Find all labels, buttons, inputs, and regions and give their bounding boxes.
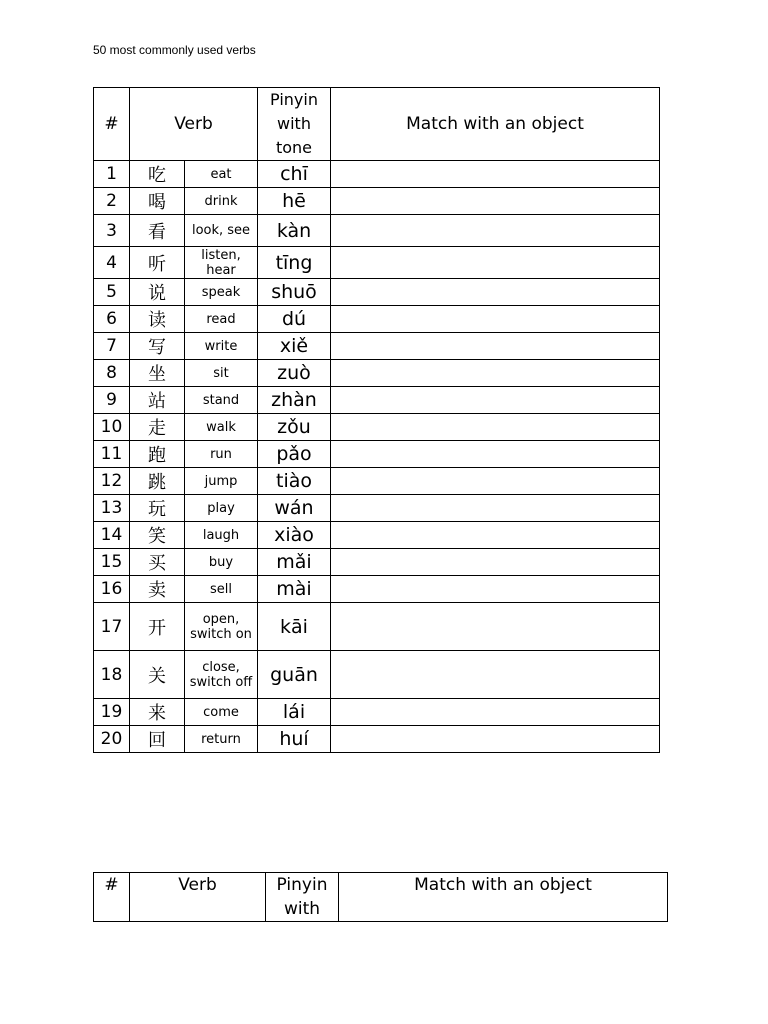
verb-english: read [185,306,258,333]
table-row [94,414,660,441]
row-number: 10 [94,414,130,441]
verb-english: close, switch off [185,651,258,699]
verb-english: write [185,333,258,360]
verb-pinyin: kàn [258,215,331,247]
row-number: 8 [94,360,130,387]
table-row [94,161,660,188]
row-number: 13 [94,495,130,522]
match-object-cell[interactable] [331,306,660,333]
verb-pinyin: lái [258,699,331,726]
document-title: 50 most commonly used verbs [93,43,256,57]
match-object-cell[interactable] [331,333,660,360]
row-number: 2 [94,188,130,215]
row-number: 3 [94,215,130,247]
header-number: # [94,873,130,922]
table-row [94,306,660,333]
verb-pinyin: zhàn [258,387,331,414]
header-pinyin: Pinyin with [266,873,339,922]
match-object-cell[interactable] [331,188,660,215]
match-object-cell[interactable] [331,699,660,726]
verbs-table [93,87,660,753]
table-row [94,279,660,306]
row-number: 14 [94,522,130,549]
verb-hanzi: 坐 [130,360,185,387]
verb-hanzi: 看 [130,215,185,247]
table-row [94,651,660,699]
header-match: Match with an object [339,873,668,922]
match-object-cell[interactable] [331,441,660,468]
verb-english: open, switch on [185,603,258,651]
table-row [94,360,660,387]
verb-pinyin: dú [258,306,331,333]
verb-hanzi: 笑 [130,522,185,549]
row-number: 6 [94,306,130,333]
verb-english: speak [185,279,258,306]
match-object-cell[interactable] [331,522,660,549]
verb-pinyin: hē [258,188,331,215]
verb-english: return [185,726,258,753]
verb-hanzi: 说 [130,279,185,306]
verb-pinyin: tiào [258,468,331,495]
verb-pinyin: tīng [258,247,331,279]
header-row [94,88,660,161]
table-row [94,215,660,247]
table-row [94,522,660,549]
verb-english: walk [185,414,258,441]
verb-english: sit [185,360,258,387]
verb-pinyin: shuō [258,279,331,306]
match-object-cell[interactable] [331,651,660,699]
match-object-cell[interactable] [331,360,660,387]
verb-hanzi: 卖 [130,576,185,603]
verb-english: listen, hear [185,247,258,279]
verb-pinyin: zuò [258,360,331,387]
header-number: # [94,88,130,161]
row-number: 7 [94,333,130,360]
verb-english: eat [185,161,258,188]
verb-pinyin: mǎi [258,549,331,576]
verb-hanzi: 玩 [130,495,185,522]
row-number: 9 [94,387,130,414]
match-object-cell[interactable] [331,215,660,247]
match-object-cell[interactable] [331,414,660,441]
match-object-cell[interactable] [331,549,660,576]
verb-hanzi: 读 [130,306,185,333]
table-row [94,495,660,522]
verb-pinyin: xiào [258,522,331,549]
verb-pinyin: mài [258,576,331,603]
verb-hanzi: 走 [130,414,185,441]
verb-hanzi: 回 [130,726,185,753]
header-verb: Verb [130,873,266,922]
verb-hanzi: 买 [130,549,185,576]
verb-pinyin: zǒu [258,414,331,441]
verb-hanzi: 来 [130,699,185,726]
table-row [94,468,660,495]
row-number: 15 [94,549,130,576]
header-match: Match with an object [331,88,660,161]
table-row [94,333,660,360]
verb-english: drink [185,188,258,215]
table-row [94,387,660,414]
verb-hanzi: 跑 [130,441,185,468]
table-row [94,441,660,468]
row-number: 18 [94,651,130,699]
table-row [94,247,660,279]
verb-english: laugh [185,522,258,549]
table-row [94,726,660,753]
row-number: 16 [94,576,130,603]
row-number: 17 [94,603,130,651]
table-row [94,699,660,726]
verb-pinyin: pǎo [258,441,331,468]
verb-hanzi: 听 [130,247,185,279]
verb-english: sell [185,576,258,603]
verb-pinyin: xiě [258,333,331,360]
row-number: 1 [94,161,130,188]
verb-english: come [185,699,258,726]
verb-english: buy [185,549,258,576]
row-number: 11 [94,441,130,468]
verb-english: play [185,495,258,522]
verb-pinyin: kāi [258,603,331,651]
verb-english: run [185,441,258,468]
verb-hanzi: 写 [130,333,185,360]
verb-hanzi: 站 [130,387,185,414]
verb-pinyin: wán [258,495,331,522]
match-object-cell[interactable] [331,603,660,651]
match-object-cell[interactable] [331,279,660,306]
verb-hanzi: 跳 [130,468,185,495]
row-number: 4 [94,247,130,279]
verb-pinyin: huí [258,726,331,753]
verb-english: look, see [185,215,258,247]
verb-hanzi: 关 [130,651,185,699]
verbs-table-continued [93,872,668,922]
header-pinyin: Pinyin with tone [258,88,331,161]
table-row [94,576,660,603]
match-object-cell[interactable] [331,247,660,279]
match-object-cell[interactable] [331,495,660,522]
table-row [94,603,660,651]
match-object-cell[interactable] [331,468,660,495]
row-number: 20 [94,726,130,753]
header-verb: Verb [130,88,258,161]
verb-hanzi: 喝 [130,188,185,215]
verb-hanzi: 开 [130,603,185,651]
row-number: 19 [94,699,130,726]
table-row [94,549,660,576]
verb-pinyin: chī [258,161,331,188]
row-number: 12 [94,468,130,495]
match-object-cell[interactable] [331,576,660,603]
header-row [94,873,668,922]
row-number: 5 [94,279,130,306]
table-row [94,188,660,215]
verb-hanzi: 吃 [130,161,185,188]
verb-english: stand [185,387,258,414]
verb-english: jump [185,468,258,495]
match-object-cell[interactable] [331,161,660,188]
verb-pinyin: guān [258,651,331,699]
match-object-cell[interactable] [331,387,660,414]
match-object-cell[interactable] [331,726,660,753]
